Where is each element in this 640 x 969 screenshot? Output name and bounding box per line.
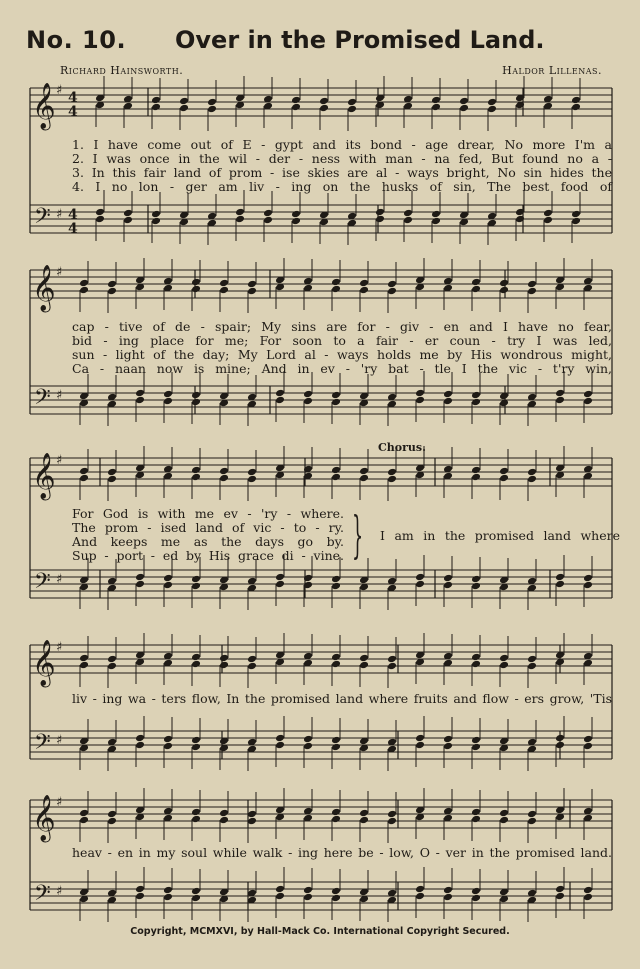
note-head (555, 885, 565, 894)
note-head (359, 661, 369, 670)
chorus-label: Chorus. (378, 441, 426, 454)
note-head (443, 886, 453, 895)
note-head (163, 886, 173, 895)
note-head (135, 885, 145, 894)
note-head (151, 217, 161, 226)
bass-clef: 𝄢 (34, 730, 51, 760)
note-head (387, 655, 397, 664)
note-head (331, 466, 341, 475)
note-head (303, 742, 313, 751)
note-head (191, 582, 201, 591)
note-head (331, 736, 341, 745)
note-head (499, 661, 509, 670)
time-signature-top: 4 (68, 207, 78, 223)
note-head (415, 885, 425, 894)
chorus-line-1: I am in the promised land where (380, 528, 620, 543)
note-head (359, 286, 369, 295)
note-head (471, 808, 481, 817)
note-head (95, 208, 105, 217)
note-head (163, 581, 173, 590)
note-head (135, 734, 145, 743)
note-head (471, 575, 481, 584)
note-head (207, 105, 217, 114)
note-head (471, 660, 481, 669)
bass-clef: 𝄢 (34, 204, 51, 234)
note-head (359, 816, 369, 825)
note-head (135, 741, 145, 750)
note-head (291, 210, 301, 219)
note-head (135, 892, 145, 901)
note-head (247, 280, 257, 289)
note-head (107, 287, 117, 296)
bass-clef: 𝄢 (34, 569, 51, 599)
note-head (499, 816, 509, 825)
author-credit: Richard Hainsworth. (60, 64, 184, 77)
note-head (443, 397, 453, 406)
note-head (387, 280, 397, 289)
sharp-sign: ♯ (56, 795, 63, 810)
note-head (191, 808, 201, 817)
sharp-sign: ♯ (56, 884, 63, 899)
note-head (107, 475, 117, 484)
note-head (331, 398, 341, 407)
note-head (191, 894, 201, 903)
note-head (219, 654, 229, 663)
note-head (403, 216, 413, 225)
note-head (571, 210, 581, 219)
hymn-number: No. 10. (26, 26, 127, 54)
note-head (431, 210, 441, 219)
sharp-sign: ♯ (56, 733, 63, 748)
note-head (219, 661, 229, 670)
note-head (347, 98, 357, 107)
note-head (359, 467, 369, 476)
note-head (275, 396, 285, 405)
verse-1-line-3: For God is with me ev - 'ry - where. (72, 506, 344, 521)
treble-clef: 𝄞 (32, 453, 56, 499)
note-head (79, 467, 89, 476)
note-head (179, 97, 189, 106)
note-head (471, 815, 481, 824)
note-head (415, 573, 425, 582)
note-head (247, 655, 257, 664)
note-head (291, 217, 301, 226)
note-head (303, 397, 313, 406)
note-head (571, 96, 581, 105)
time-signature-top: 4 (68, 90, 78, 106)
note-head (79, 279, 89, 288)
note-head (555, 396, 565, 405)
note-head (375, 208, 385, 217)
note-head (583, 397, 593, 406)
sharp-sign: ♯ (56, 265, 63, 280)
verse-2-line-1: 2. I was once in the wil - der - ness with man - na fed, But found no a - (72, 151, 612, 166)
note-head (247, 287, 257, 296)
note-head (135, 396, 145, 405)
note-head (555, 573, 565, 582)
note-head (387, 468, 397, 477)
note-head (359, 654, 369, 663)
note-head (191, 575, 201, 584)
note-head (219, 279, 229, 288)
note-head (543, 209, 553, 218)
note-head (543, 216, 553, 225)
sharp-sign: ♯ (56, 207, 63, 222)
note-head (151, 103, 161, 112)
note-head (415, 892, 425, 901)
note-head (275, 573, 285, 582)
note-head (79, 286, 89, 295)
note-head (471, 285, 481, 294)
note-head (219, 474, 229, 483)
note-head (375, 215, 385, 224)
note-head (331, 473, 341, 482)
note-head (415, 389, 425, 398)
note-head (79, 816, 89, 825)
note-head (275, 580, 285, 589)
note-head (135, 389, 145, 398)
note-head (107, 817, 117, 826)
note-head (219, 816, 229, 825)
note-head (107, 662, 117, 671)
note-head (79, 474, 89, 483)
note-head (443, 742, 453, 751)
treble-clef: 𝄞 (32, 640, 56, 686)
note-head (107, 655, 117, 664)
note-head (443, 735, 453, 744)
note-head (499, 474, 509, 483)
note-head (331, 582, 341, 591)
bass-clef: 𝄢 (34, 385, 51, 415)
note-head (163, 893, 173, 902)
note-head (471, 743, 481, 752)
verse-2-line-3: The prom - ised land of vic - to - ry. (72, 520, 344, 535)
note-head (319, 104, 329, 113)
note-head (303, 893, 313, 902)
note-head (387, 662, 397, 671)
note-head (459, 97, 469, 106)
note-head (443, 574, 453, 583)
note-head (135, 580, 145, 589)
treble-clef: 𝄞 (32, 795, 56, 841)
note-head (291, 96, 301, 105)
note-head (527, 655, 537, 664)
note-head (107, 280, 117, 289)
time-signature-bottom: 4 (68, 221, 78, 237)
note-head (331, 660, 341, 669)
note-head (331, 391, 341, 400)
note-head (403, 209, 413, 218)
note-head (163, 574, 173, 583)
note-head (191, 653, 201, 662)
note-head (219, 286, 229, 295)
note-head (555, 580, 565, 589)
chorus-line-2: liv - ing wa - ters flow, In the promised land where fruits and flow - ers grow, 'Tis (72, 691, 612, 706)
note-head (331, 815, 341, 824)
note-head (555, 389, 565, 398)
note-head (163, 390, 173, 399)
note-head (555, 734, 565, 743)
note-head (471, 653, 481, 662)
note-head (583, 742, 593, 751)
note-head (263, 209, 273, 218)
note-head (291, 103, 301, 112)
verse-1-line-1: 1. I have come out of E - gypt and its bond - age drear, No more I'm a (72, 137, 612, 152)
note-head (331, 653, 341, 662)
note-head (387, 475, 397, 484)
note-head (583, 581, 593, 590)
bass-clef: 𝄢 (34, 881, 51, 911)
verse-3-line-1: 3. In this fair land of prom - ise skies are al - ways bright, No sin hides the (72, 165, 612, 180)
note-head (443, 390, 453, 399)
note-head (415, 734, 425, 743)
note-head (387, 287, 397, 296)
note-head (275, 741, 285, 750)
hymn-title: Over in the Promised Land. (175, 26, 545, 54)
note-head (191, 285, 201, 294)
time-signature-bottom: 4 (68, 104, 78, 120)
note-head (107, 468, 117, 477)
note-head (303, 886, 313, 895)
note-head (527, 287, 537, 296)
note-head (471, 466, 481, 475)
note-head (191, 466, 201, 475)
note-head (107, 810, 117, 819)
verse-4-line-2: Ca - naan now is mine; And in ev - 'ry bat - tle I the vic - t'ry win, (72, 361, 612, 376)
note-head (471, 582, 481, 591)
verse-2-line-2: bid - ing place for me; For soon to a fair - er coun - try I was led, (72, 333, 612, 348)
sharp-sign: ♯ (56, 388, 63, 403)
note-head (331, 894, 341, 903)
verse-3-line-2: sun - light of the day; My Lord al - ways holds me by His wondrous might, (72, 347, 612, 362)
note-head (275, 389, 285, 398)
note-head (359, 809, 369, 818)
note-head (275, 734, 285, 743)
note-head (191, 391, 201, 400)
treble-clef: 𝄞 (32, 265, 56, 311)
note-head (499, 654, 509, 663)
note-head (471, 473, 481, 482)
note-head (191, 473, 201, 482)
note-head (331, 808, 341, 817)
note-head (79, 661, 89, 670)
sharp-sign: ♯ (56, 640, 63, 655)
note-head (347, 105, 357, 114)
note-head (179, 104, 189, 113)
note-head (247, 475, 257, 484)
verse-3-line-3: And keeps me as the days go by. (72, 534, 344, 549)
note-head (359, 474, 369, 483)
note-head (583, 893, 593, 902)
note-head (275, 892, 285, 901)
sharp-sign: ♯ (56, 572, 63, 587)
note-head (331, 285, 341, 294)
note-head (527, 280, 537, 289)
note-head (123, 209, 133, 218)
note-head (487, 105, 497, 114)
note-head (443, 581, 453, 590)
note-head (555, 892, 565, 901)
note-head (415, 580, 425, 589)
note-head (471, 278, 481, 287)
note-head (431, 217, 441, 226)
note-head (443, 893, 453, 902)
note-head (123, 216, 133, 225)
note-head (207, 98, 217, 107)
note-head (471, 391, 481, 400)
note-head (303, 390, 313, 399)
note-head (571, 217, 581, 226)
composer-credit: Haldor Lillenas. (502, 64, 602, 77)
note-head (163, 397, 173, 406)
verse-1-line-2: cap - tive of de - spair; My sins are for - giv - en and I have no fear, (72, 319, 612, 334)
note-head (135, 573, 145, 582)
note-head (163, 735, 173, 744)
note-head (235, 215, 245, 224)
note-head (527, 468, 537, 477)
note-head (487, 98, 497, 107)
note-head (415, 741, 425, 750)
note-head (471, 736, 481, 745)
note-head (527, 810, 537, 819)
note-head (263, 216, 273, 225)
note-head (459, 104, 469, 113)
note-head (235, 208, 245, 217)
note-head (191, 398, 201, 407)
note-head (527, 662, 537, 671)
note-head (247, 468, 257, 477)
note-head (331, 743, 341, 752)
note-head (583, 574, 593, 583)
note-head (527, 475, 537, 484)
chorus-line-3: heav - en in my soul while walk - ing here be - low, O - ver in the promised land. (72, 845, 612, 860)
note-head (95, 215, 105, 224)
verse-brace: } (352, 506, 364, 564)
note-head (79, 809, 89, 818)
note-head (331, 575, 341, 584)
note-head (499, 286, 509, 295)
note-head (191, 887, 201, 896)
note-head (219, 809, 229, 818)
verse-4-line-3: Sup - port - ed by His grace di - vine. (72, 548, 344, 563)
note-head (583, 390, 593, 399)
sharp-sign: ♯ (56, 83, 63, 98)
note-head (191, 660, 201, 669)
note-head (331, 887, 341, 896)
note-head (471, 398, 481, 407)
treble-clef: 𝄞 (32, 83, 56, 129)
note-head (431, 103, 441, 112)
note-head (79, 654, 89, 663)
note-head (387, 810, 397, 819)
verse-4-line-1: 4. I no lon - ger am liv - ing on the husks of sin, The best food of (72, 179, 612, 194)
note-head (247, 662, 257, 671)
note-head (319, 97, 329, 106)
note-head (471, 887, 481, 896)
note-head (191, 278, 201, 287)
note-head (219, 467, 229, 476)
note-head (583, 735, 593, 744)
note-head (359, 279, 369, 288)
copyright-notice: Copyright, MCMXVI, by Hall-Mack Co. International Copyright Secured. (130, 926, 510, 937)
note-head (471, 894, 481, 903)
note-head (387, 817, 397, 826)
note-head (151, 210, 161, 219)
note-head (275, 885, 285, 894)
sharp-sign: ♯ (56, 453, 63, 468)
note-head (415, 396, 425, 405)
note-head (191, 815, 201, 824)
note-head (303, 735, 313, 744)
note-head (499, 809, 509, 818)
note-head (527, 817, 537, 826)
note-head (191, 743, 201, 752)
note-head (151, 96, 161, 105)
note-head (431, 96, 441, 105)
note-head (163, 742, 173, 751)
note-head (191, 736, 201, 745)
note-head (583, 886, 593, 895)
note-head (499, 467, 509, 476)
note-head (555, 741, 565, 750)
note-head (331, 278, 341, 287)
note-head (499, 279, 509, 288)
note-head (571, 103, 581, 112)
